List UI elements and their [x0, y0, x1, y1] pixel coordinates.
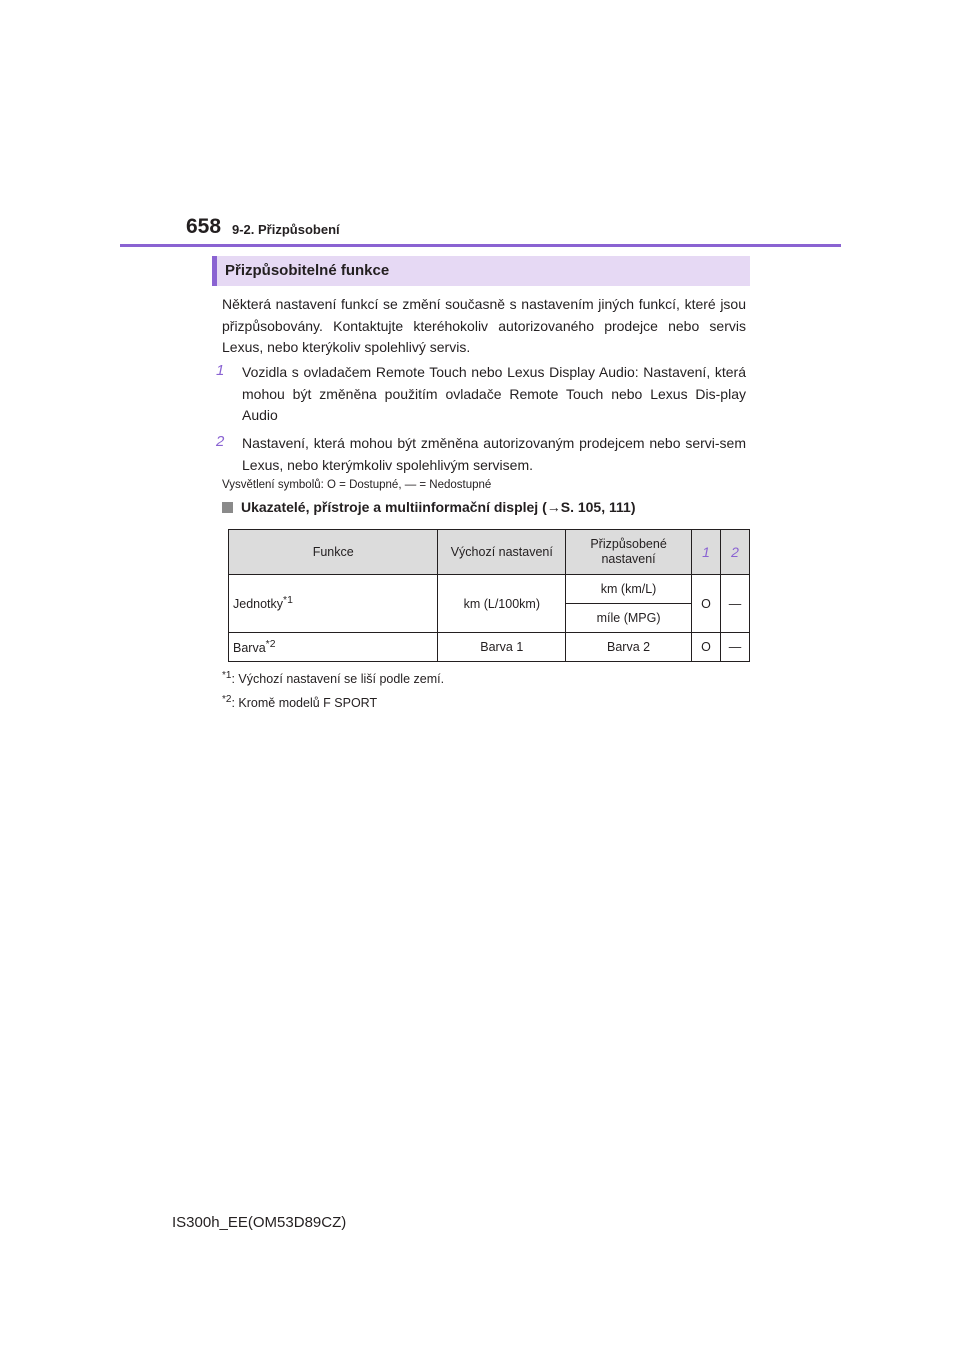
cell-funkce — [229, 575, 438, 633]
list-item-1: Vozidla s ovladačem Remote Touch nebo Lexus Display Audio: Nastavení, která mohou být změněna použitím ovladače Remote Touch nebo Lexus Dis-play Audio — [242, 364, 746, 423]
list-item-2: Nastavení, která mohou být změněna autorizovaným prodejcem nebo servi-sem Lexus, nebo kterýmkoliv spolehlivým servisem. — [242, 435, 746, 473]
header-divider — [120, 244, 841, 247]
header-prizpusobene: Přizpůsobené nastavení — [566, 530, 692, 575]
footnote-mark: *1 — [283, 595, 293, 607]
cell-col1: O — [691, 575, 720, 633]
table-row — [229, 633, 750, 662]
cell-col2: — — [720, 633, 749, 662]
section-title: 9-2. Přizpůsobení — [232, 222, 340, 237]
function-name: Barva — [233, 641, 266, 656]
footnote-text: : Kromě modelů F SPORT — [231, 696, 378, 711]
footnote-mark: *2 — [265, 638, 276, 650]
number-2-icon: 2 — [731, 544, 739, 560]
cell-col2: — — [720, 575, 749, 633]
cell-funkce — [229, 633, 438, 662]
number-1-icon: 1 — [216, 362, 225, 379]
number-1-icon: 1 — [702, 544, 710, 560]
table-header-row — [229, 530, 750, 575]
footnote-text: : Výchozí nastavení se liší podle zemí. — [231, 672, 445, 687]
footnote-2 — [222, 694, 377, 710]
square-bullet-icon — [222, 502, 233, 513]
cell-col1: O — [691, 633, 720, 662]
cell-option: Barva 2 — [566, 633, 692, 662]
function-name: Jednotky — [233, 597, 284, 612]
header-vychozi: Výchozí nastavení — [438, 530, 566, 575]
table-row — [229, 575, 750, 604]
symbol-legend: Vysvětlení symbolů: O = Dostupné, — = Nedostupné — [222, 479, 492, 491]
header-col1 — [691, 530, 720, 575]
header-funkce: Funkce — [229, 530, 438, 575]
subsection-heading-text: Ukazatelé, přístroje a multiinformační displej (→S. 105, 111) — [241, 499, 636, 515]
footnote-mark: *2 — [222, 694, 232, 705]
header-col2 — [720, 530, 749, 575]
number-2-icon: 2 — [216, 433, 225, 450]
cell-vychozi: Barva 1 — [438, 633, 566, 662]
cell-option: míle (MPG) — [566, 604, 692, 633]
settings-table — [228, 529, 750, 662]
cell-option: km (km/L) — [566, 575, 692, 604]
page-number: 658 — [186, 215, 222, 238]
model-code: IS300h_EE(OM53D89CZ) — [172, 1214, 347, 1231]
footnote-1 — [222, 670, 444, 686]
subsection-heading — [222, 499, 635, 515]
footnote-mark: *1 — [222, 670, 232, 681]
cell-vychozi: km (L/100km) — [438, 575, 566, 633]
section-heading: Přizpůsobitelné funkce — [212, 256, 750, 286]
intro-paragraph: Některá nastavení funkcí se změní současně s nastavením jiných funkcí, které jsou přizpůsobovány. Kontaktujte kteréhokoliv autorizovaného prodejce nebo servis Lexus, nebo kterýkoliv spolehlivý servis. — [222, 296, 746, 355]
